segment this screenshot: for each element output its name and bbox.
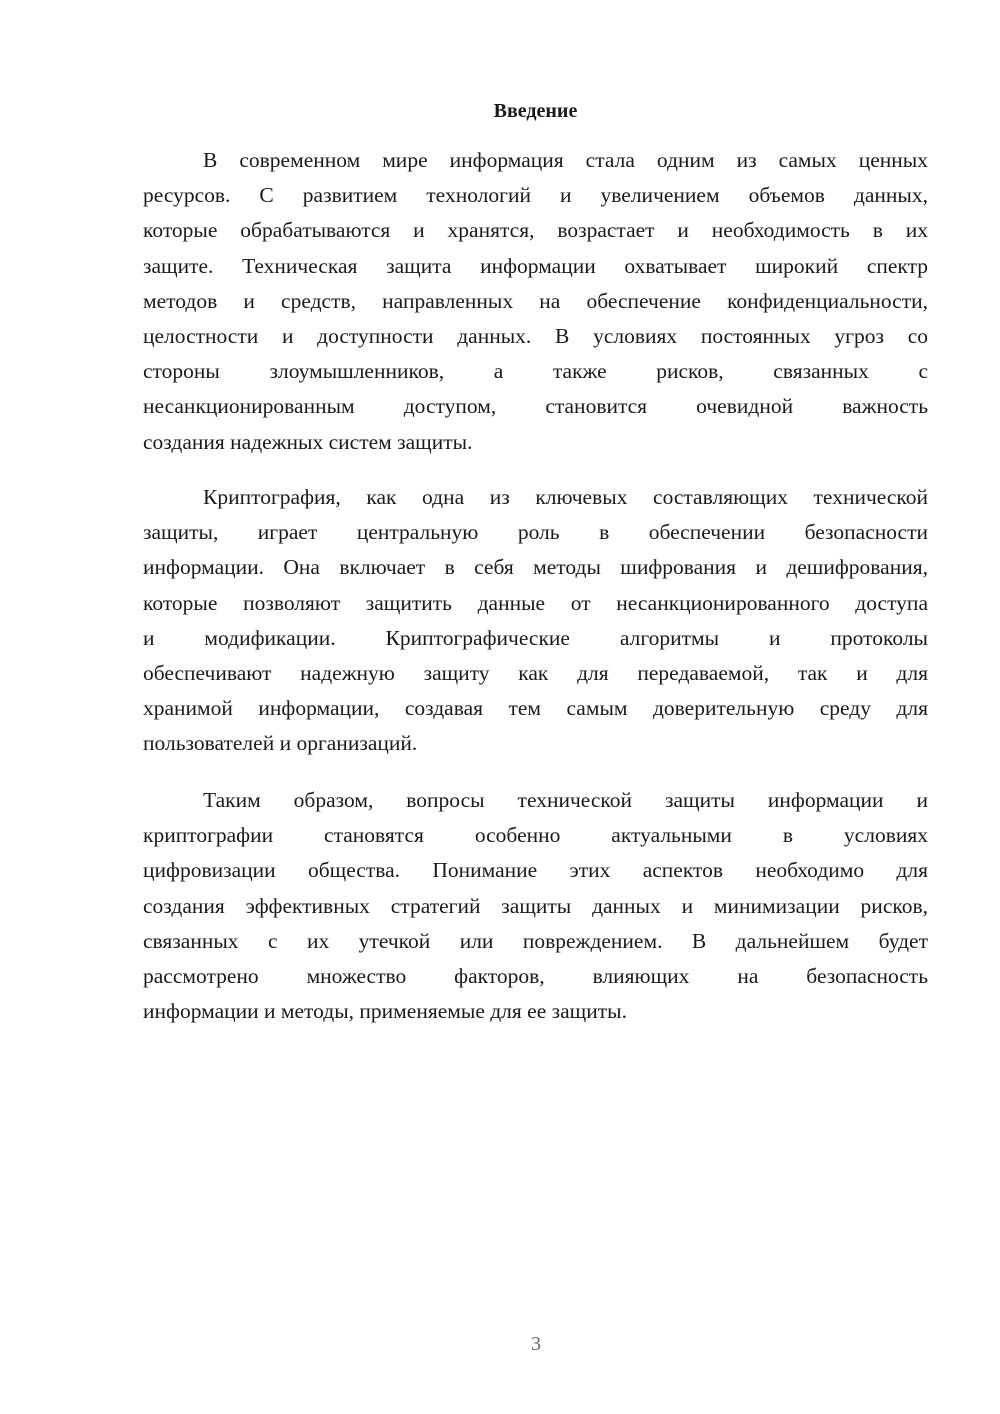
text-line: информации и методы, применяемые для ее защиты. (143, 999, 627, 1024)
text-line: ресурсов. С развитием технологий и увеличением объемов данных, (143, 183, 928, 208)
text-line: цифровизации общества. Понимание этих аспектов необходимо для (143, 858, 928, 883)
text-line: связанных с их утечкой или повреждением. В дальнейшем будет (143, 928, 928, 953)
text-line: и модификации. Криптографические алгоритмы и протоколы (143, 625, 928, 650)
text-line: стороны злоумышленников, а также рисков, связанных с (143, 359, 928, 384)
text-line: пользователей и организаций. (143, 731, 418, 756)
paragraph-3 (143, 783, 928, 1029)
text-line: защиты, играет центральную роль в обеспечении безопасности (143, 520, 928, 545)
text-line: создания надежных систем защиты. (143, 429, 473, 454)
text-line: несанкционированным доступом, становится очевидной важность (143, 394, 928, 419)
page-number: 3 (531, 1333, 541, 1355)
text-line: которые позволяют защитить данные от несанкционированного доступа (143, 590, 928, 615)
text-line: криптографии становятся особенно актуальными в условиях (143, 823, 928, 848)
paragraph-2 (143, 480, 928, 762)
text-line: Таким образом, вопросы технической защиты информации и (203, 788, 928, 812)
paragraph-1 (143, 143, 928, 460)
text-line: защите. Техническая защита информации охватывает широкий спектр (143, 253, 928, 278)
text-line: информации. Она включает в себя методы шифрования и дешифрования, (143, 555, 928, 580)
text-line: методов и средств, направленных на обеспечение конфиденциальности, (143, 288, 928, 313)
text-line: которые обрабатываются и хранятся, возрастает и необходимость в их (143, 218, 928, 243)
text-line: обеспечивают надежную защиту как для передаваемой, так и для (143, 660, 928, 685)
text-line: рассмотрено множество факторов, влияющих на безопасность (143, 963, 928, 988)
text-line: целостности и доступности данных. В условиях постоянных угроз со (143, 323, 928, 348)
text-line: Криптография, как одна из ключевых составляющих технической (203, 485, 928, 509)
text-line: хранимой информации, создавая тем самым доверительную среду для (143, 696, 928, 721)
text-line: В современном мире информация стала одним из самых ценных (203, 148, 928, 172)
section-title: Введение (493, 100, 578, 122)
text-line: создания эффективных стратегий защиты данных и минимизации рисков, (143, 893, 928, 918)
